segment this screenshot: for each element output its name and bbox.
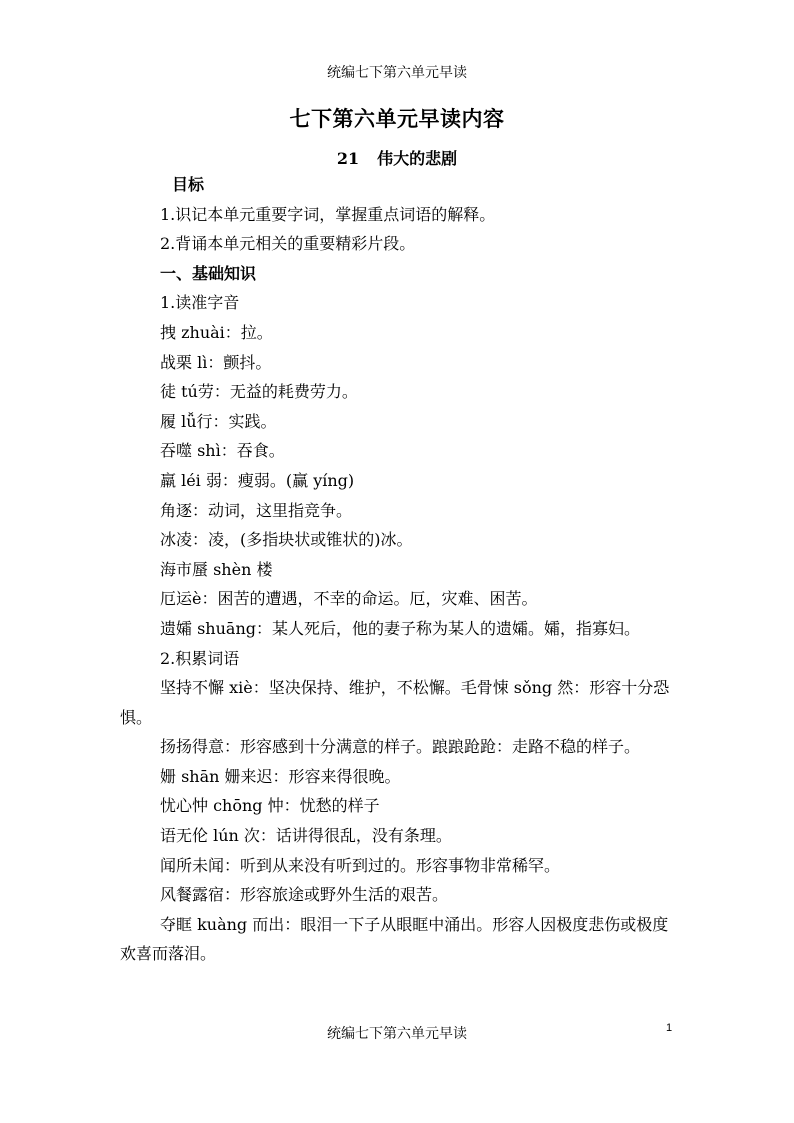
goal-item: 2.背诵本单元相关的重要精彩片段。	[160, 234, 416, 254]
pronunciation-item-wrapped: 遗孀 shuāng：某人死后，他的妻子称为某人的遗孀。孀，指寡妇。	[160, 618, 640, 638]
lesson-number: 21	[336, 149, 360, 168]
lesson-name: 伟大的悲剧	[377, 149, 458, 168]
vocab-item: 姗 shān 姗来迟：形容来得很晚。	[160, 766, 401, 786]
pronunciation-item: 拽 zhuài：拉。	[160, 322, 273, 342]
section-heading: 一、基础知识	[160, 263, 257, 283]
vocab-item-wrapped: 夺眶 kuàng 而出：眼泪一下子从眼眶中涌出。形容人因极度悲伤或极度欢喜而落泪。	[120, 914, 669, 964]
pronunciation-item: 厄运è：困苦的遭遇，不幸的命运。厄，灾难、困苦。	[160, 589, 538, 609]
pronunciation-item: 徒 tú劳：无益的耗费劳力。	[160, 382, 358, 402]
pronunciation-item: 羸 léi 弱：瘦弱。(赢 yíng)	[160, 470, 355, 490]
lesson-title	[0, 146, 794, 169]
pronunciation-item: 战栗 lì：颤抖。	[160, 352, 272, 372]
pronunciation-item: 吞噬 shì：吞食。	[160, 441, 285, 461]
page-footer: 统编七下第六单元早读	[327, 1026, 467, 1042]
pronunciation-item: 冰凌：凌，(多指块状或锥状的)冰。	[160, 530, 413, 550]
pronunciation-item: 履 lǚ行：实践。	[160, 411, 277, 431]
pronunciation-item: 海市蜃 shèn 楼	[160, 559, 273, 579]
vocab-item: 闻所未闻：听到从来没有听到过的。形容事物非常稀罕。	[160, 855, 561, 875]
subsection-heading: 2.积累词语	[160, 648, 240, 668]
vocab-item-wrapped: 坚持不懈 xiè：坚决保持、维护，不松懈。毛骨悚 sǒng 然：形容十分恐惧。	[120, 678, 670, 727]
subsection-heading: 1.读准字音	[160, 293, 240, 313]
vocab-item: 风餐露宿：形容旅途或野外生活的艰苦。	[160, 885, 449, 905]
page-number: 1	[666, 1022, 673, 1034]
pronunciation-item: 角逐：动词，这里指竞争。	[160, 500, 353, 520]
goals-heading: 目标	[172, 175, 205, 194]
document-body	[120, 170, 680, 969]
vocab-item-wrapped: 扬扬得意：形容感到十分满意的样子。踉踉跄跄：走路不稳的样子。	[160, 737, 641, 757]
goal-item: 1.识记本单元重要字词，掌握重点词语的解释。	[160, 204, 496, 224]
page-header: 统编七下第六单元早读	[327, 65, 467, 81]
vocab-item: 语无伦 lún 次：话讲得很乱，没有条理。	[160, 826, 452, 846]
vocab-item: 忧心忡 chōng 忡：忧愁的样子	[160, 796, 380, 816]
page-title: 七下第六单元早读内容	[289, 106, 505, 131]
